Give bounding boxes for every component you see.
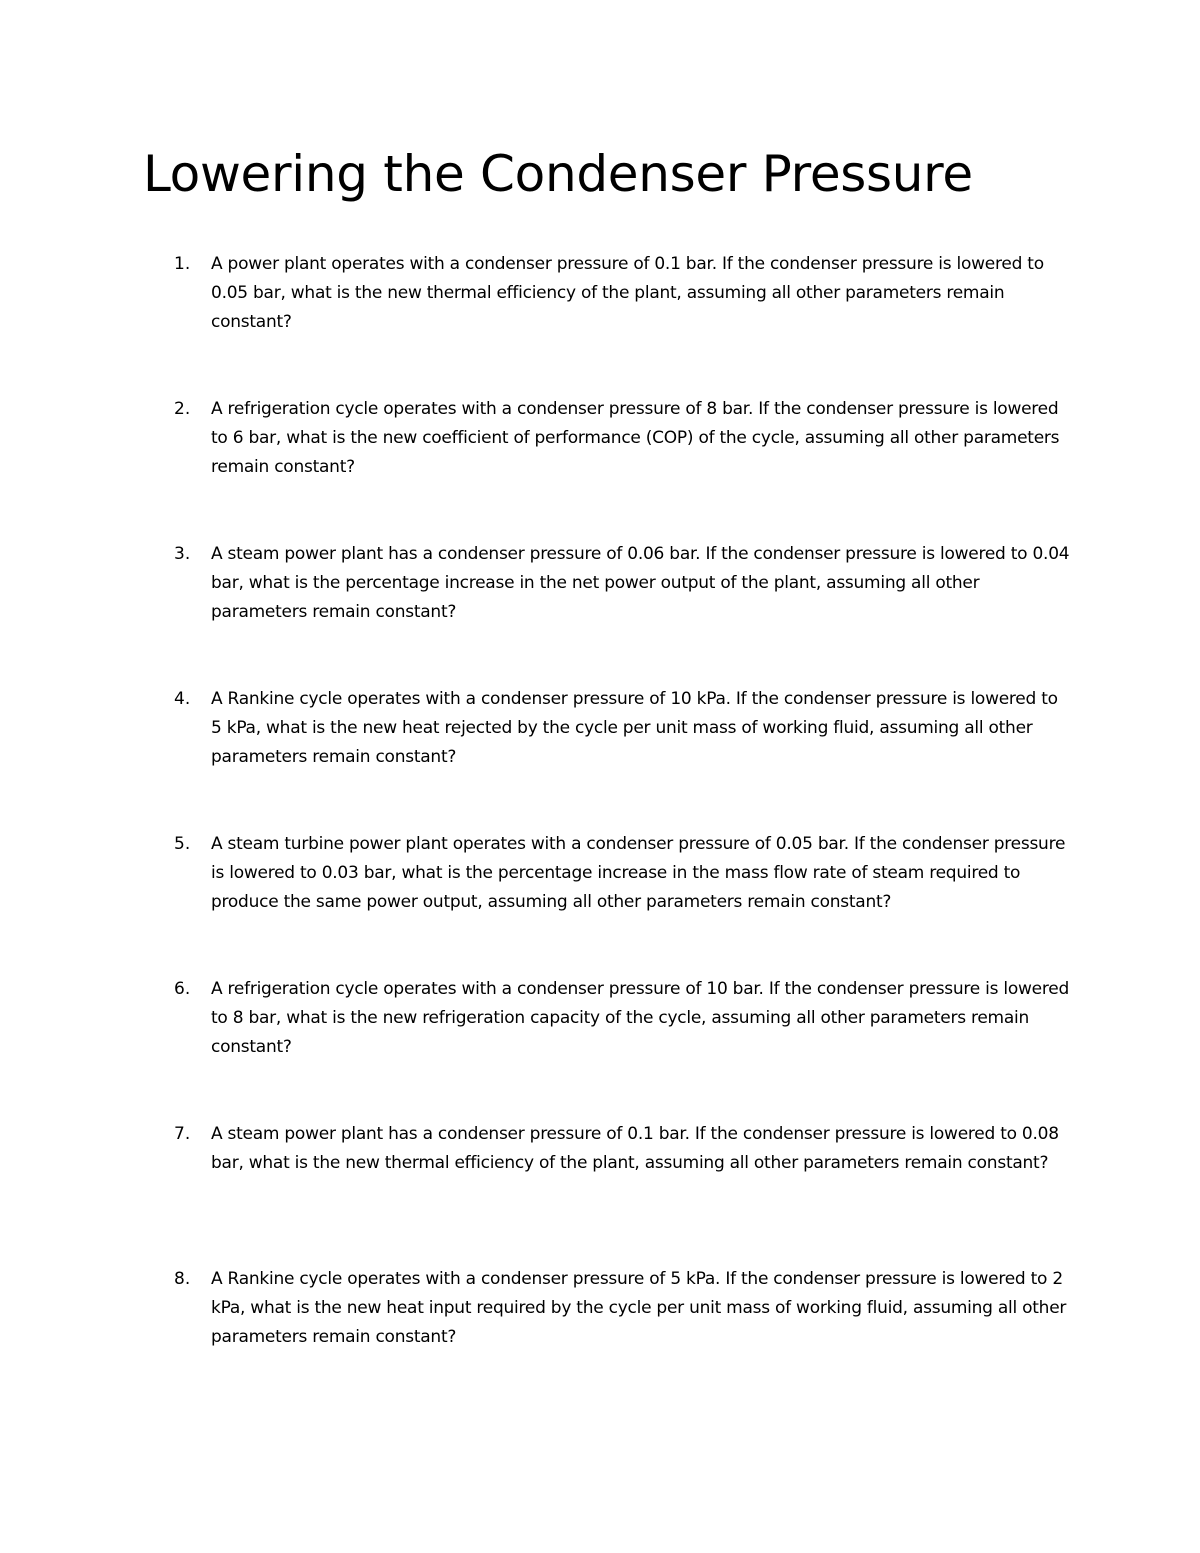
page-title: Lowering the Condenser Pressure [143, 145, 973, 203]
question-number: 7. [174, 1124, 191, 1144]
question-number: 8. [174, 1269, 191, 1289]
question-number: 4. [174, 689, 191, 709]
question-text: A steam power plant has a condenser pressure of 0.06 bar. If the condenser pressure is lowered to 0.04 bar, what is the percentage increase in the net power output of the plant, assuming all other parameters remain constant? [211, 544, 1070, 622]
question-text: A refrigeration cycle operates with a condenser pressure of 8 bar. If the condenser pressure is lowered to 6 bar, what is the new coefficient of performance (COP) of the cycle, assuming all other parameters remain constant? [211, 399, 1060, 477]
question-text: A Rankine cycle operates with a condenser pressure of 5 kPa. If the condenser pressure is lowered to 2 kPa, what is the new heat input required by the cycle per unit mass of working fluid, assuming all other parameters remain constant? [211, 1269, 1067, 1347]
question-text: A Rankine cycle operates with a condenser pressure of 10 kPa. If the condenser pressure is lowered to 5 kPa, what is the new heat rejected by the cycle per unit mass of working fluid, assuming all other parameters remain constant? [211, 689, 1058, 767]
question-number: 2. [174, 399, 191, 419]
question-number: 1. [174, 254, 191, 274]
question-number: 6. [174, 979, 191, 999]
question-text: A steam power plant has a condenser pressure of 0.1 bar. If the condenser pressure is lowered to 0.08 bar, what is the new thermal efficiency of the plant, assuming all other parameters remain constant? [211, 1124, 1059, 1173]
question-text: A steam turbine power plant operates with a condenser pressure of 0.05 bar. If the condenser pressure is lowered to 0.03 bar, what is the percentage increase in the mass flow rate of steam required to produce the same power output, assuming all other parameters remain constant? [211, 834, 1066, 912]
question-text: A refrigeration cycle operates with a condenser pressure of 10 bar. If the condenser pressure is lowered to 8 bar, what is the new refrigeration capacity of the cycle, assuming all other parameters remain constant? [211, 979, 1069, 1057]
question-number: 3. [174, 544, 191, 564]
question-text: A power plant operates with a condenser pressure of 0.1 bar. If the condenser pressure is lowered to 0.05 bar, what is the new thermal efficiency of the plant, assuming all other parameters remain constant? [211, 254, 1044, 332]
question-number: 5. [174, 834, 191, 854]
